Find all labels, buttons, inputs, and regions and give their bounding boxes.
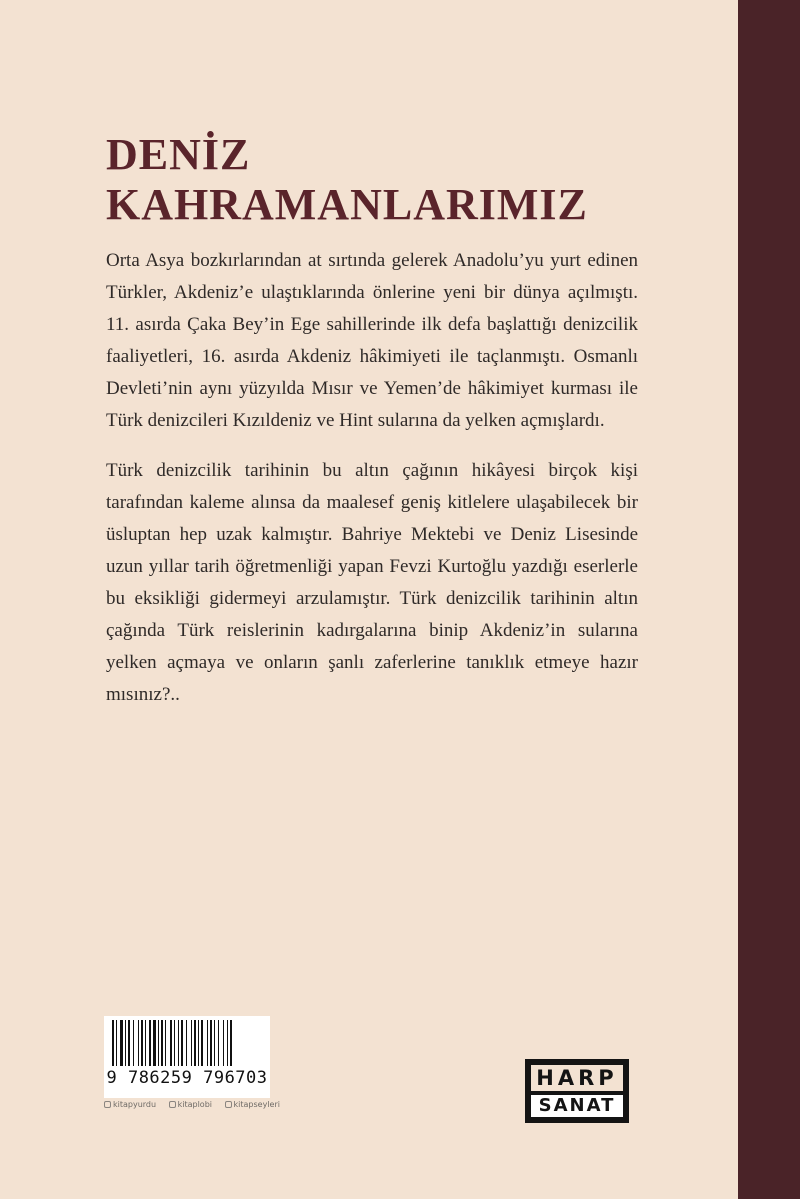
- retailer-k-icon: [225, 1101, 232, 1108]
- blurb-paragraph-1: Orta Asya bozkırlarından at sırtında gelerek Anadolu’yu yurt edinen Türkler, Akdeniz’e ulaştıklarında önlerine yeni bir dünya açılmıştı. 11. asırda Çaka Bey’in Ege sahillerinde ilk defa başlattığı denizcilik faaliyetleri, 16. asırda Akdeniz hâkimiyeti ile taçlanmıştı. Osmanlı Devleti’nin aynı yüzyılda Mısır ve Yemen’de hâkimiyet kurması ile Türk denizcileri Kızıldeniz ve Hint sularına da yelken açmışlardı.: [106, 250, 638, 431]
- publisher-logo-top: HARP: [531, 1065, 623, 1091]
- book-spine: [738, 0, 800, 1199]
- retailer-logo: kitapyurdu: [104, 1100, 156, 1109]
- retailer-logos: [104, 1100, 280, 1109]
- isbn-digits: 9 786259 796703: [106, 1068, 268, 1088]
- blurb-paragraph-2: Türk denizcilik tarihinin bu altın çağının hikâyesi birçok kişi tarafından kaleme alınsa da maalesef geniş kitlelere ulaşabilecek bir üsluptan hep uzak kalmıştır. Bahriye Mektebi ve Deniz Lisesinde uzun yıllar tarih öğretmenliği yapan Fevzi Kurtoğlu yazdığı eserlerle bu eksikliği gidermeyi arzulamıştır. Türk denizcilik tarihinin altın çağında Türk reislerinin kadırgalarına binip Akdeniz’in sularına yelken açmaya ve onların şanlı zaferlerine tanıklık etmeye hazır mısınız?..: [106, 460, 638, 705]
- retailer-k-icon: [104, 1101, 111, 1108]
- retailer-logo: kitaplobi: [169, 1100, 212, 1109]
- title-line-2: KAHRAMANLARIMIZ: [106, 180, 588, 229]
- retailer-logo: kitapseyleri: [225, 1100, 280, 1109]
- retailer-k-icon: [169, 1101, 176, 1108]
- isbn-barcode: [104, 1016, 270, 1098]
- back-cover-blurb: [106, 245, 638, 729]
- title-line-1: DENİZ: [106, 130, 251, 179]
- barcode-bars-icon: [110, 1020, 264, 1066]
- publisher-logo: [525, 1059, 629, 1123]
- publisher-logo-bottom: SANAT: [531, 1095, 623, 1117]
- book-title: [106, 130, 706, 230]
